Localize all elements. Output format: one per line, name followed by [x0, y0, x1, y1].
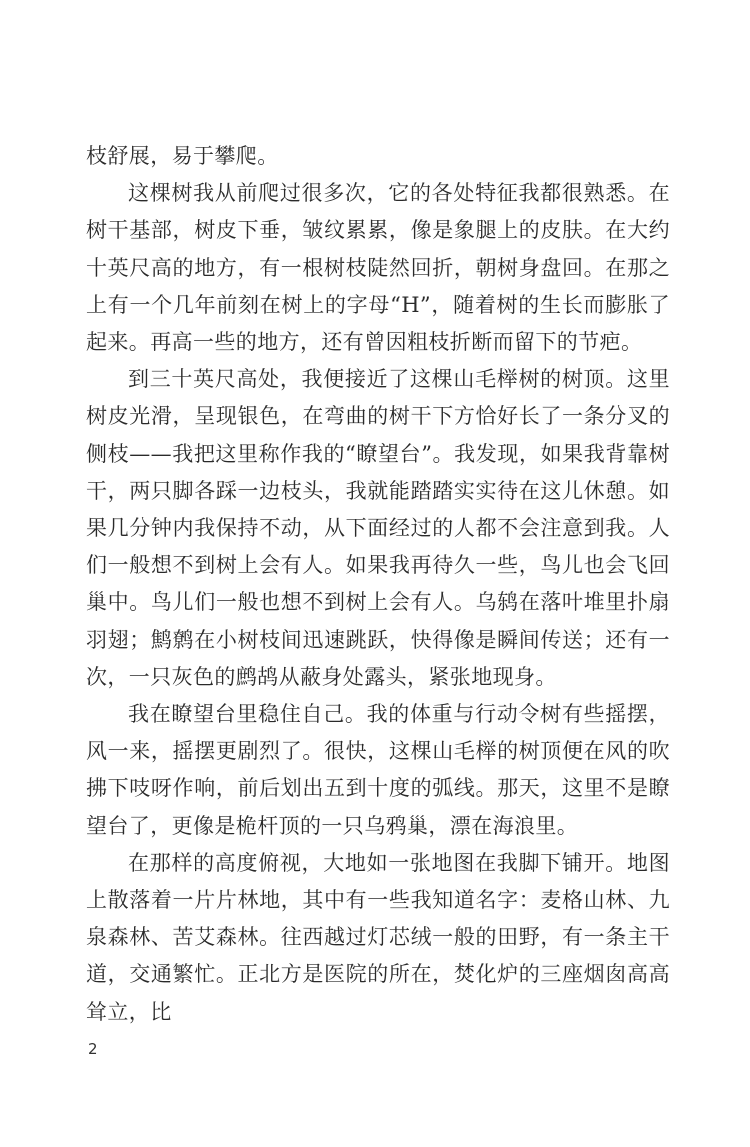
paragraph-5: 在那样的高度俯视，大地如一张地图在我脚下铺开。地图上散落着一片片林地，其中有一些我知道名字：麦格山林、九泉森林、苦艾森林。往西越过灯芯绒一般的田野，有一条主干道，交通繁忙。正北方是医院的所在，焚化炉的三座烟囱高高耸立，比 [86, 850, 670, 1024]
paragraph-2: 这棵树我从前爬过很多次，它的各处特征我都很熟悉。在树干基部，树皮下垂，皱纹累累，像是象腿上的皮肤。在大约十英尺高的地方，有一根树枝陡然回折，朝树身盘回。在那之上有一个几年前刻在树上的字母“H”，随着树的生长而膨胀了起来。再高一些的地方，还有曾因粗枝折断而留下的节疤。 [86, 181, 670, 355]
paragraph-4: 我在瞭望台里稳住自己。我的体重与行动令树有些摇摆，风一来，摇摆更剧烈了。很快，这棵山毛榉的树顶便在风的吹拂下吱呀作响，前后划出五到十度的弧线。那天，这里不是瞭望台了，更像是桅杆顶的一只乌鸦巢，漂在海浪里。 [86, 702, 670, 838]
page-number: 2 [88, 1040, 98, 1058]
paragraph-1: 枝舒展，易于攀爬。 [86, 144, 279, 168]
paragraph-3: 到三十英尺高处，我便接近了这棵山毛榉树的树顶。这里树皮光滑，呈现银色，在弯曲的树干下方恰好长了一条分叉的侧枝——我把这里称作我的“瞭望台”。我发现，如果我背靠树干，两只脚各踩一边枝头，我就能踏踏实实待在这儿休憩。如果几分钟内我保持不动，从下面经过的人都不会注意到我。人们一般想不到树上会有人。如果我再待久一些，鸟儿也会飞回巢中。鸟儿们一般也想不到树上会有人。乌鸫在落叶堆里扑扇羽翅；鹪鹩在小树枝间迅速跳跃，快得像是瞬间传送；还有一次，一只灰色的鹧鸪从蔽身处露头，紧张地现身。 [86, 367, 670, 689]
body-text [86, 138, 670, 1031]
